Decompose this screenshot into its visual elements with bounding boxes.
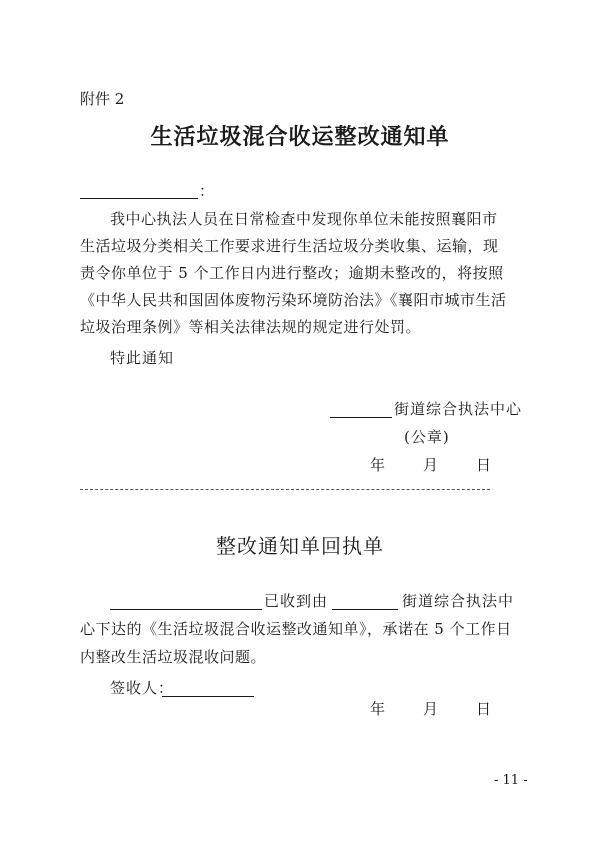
signer-label: 签收人： bbox=[110, 679, 175, 697]
date-month: 月 bbox=[423, 700, 439, 718]
date-month: 月 bbox=[423, 456, 439, 474]
notice-title: 生活垃圾混合收运整改通知单 bbox=[150, 124, 450, 150]
seal-note: (公章) bbox=[404, 428, 450, 446]
street-name-blank bbox=[330, 400, 392, 418]
attachment-label: 附件 2 bbox=[80, 90, 125, 108]
closing-text: 特此通知 bbox=[110, 349, 175, 367]
addressee-colon: ： bbox=[199, 182, 215, 200]
receipt-line-3: 内整改生活垃圾混收问题。 bbox=[80, 648, 267, 666]
receipt-street-blank bbox=[332, 592, 398, 610]
receipt-text-center: 街道综合执法中 bbox=[402, 592, 515, 610]
body-line-5: 垃圾治理条例》等相关法律法规的规定进行处罚。 bbox=[80, 318, 422, 336]
receipt-line-2: 心下达的《生活垃圾混合收运整改通知单》，承诺在 5 个工作日 bbox=[80, 620, 512, 638]
body-line-2: 生活垃圾分类相关工作要求进行生活垃圾分类收集、运输，现 bbox=[80, 237, 499, 255]
body-line-3: 责令你单位于 5 个工作日内进行整改；逾期未整改的，将按照 bbox=[80, 264, 504, 282]
page-number: - 11 - bbox=[494, 773, 528, 788]
receipt-text-received-from: 已收到由 bbox=[264, 592, 329, 610]
date-year: 年 bbox=[370, 700, 386, 718]
date-day: 日 bbox=[476, 700, 492, 718]
body-line-1: 我中心执法人员在日常检查中发现你单位未能按照襄阳市 bbox=[110, 210, 498, 228]
issuer-name: 街道综合执法中心 bbox=[394, 400, 523, 418]
receipt-title: 整改通知单回执单 bbox=[216, 534, 384, 558]
addressee-blank bbox=[80, 180, 198, 199]
notice-date bbox=[370, 454, 491, 475]
date-year: 年 bbox=[370, 456, 386, 474]
signer-blank bbox=[162, 680, 254, 697]
cut-line-divider bbox=[80, 489, 490, 490]
date-day: 日 bbox=[476, 456, 492, 474]
recipient-blank bbox=[110, 592, 262, 610]
body-line-4: 《中华人民共和国固体废物污染环境防治法》《襄阳市城市生活 bbox=[80, 291, 507, 309]
receipt-date bbox=[370, 698, 491, 719]
